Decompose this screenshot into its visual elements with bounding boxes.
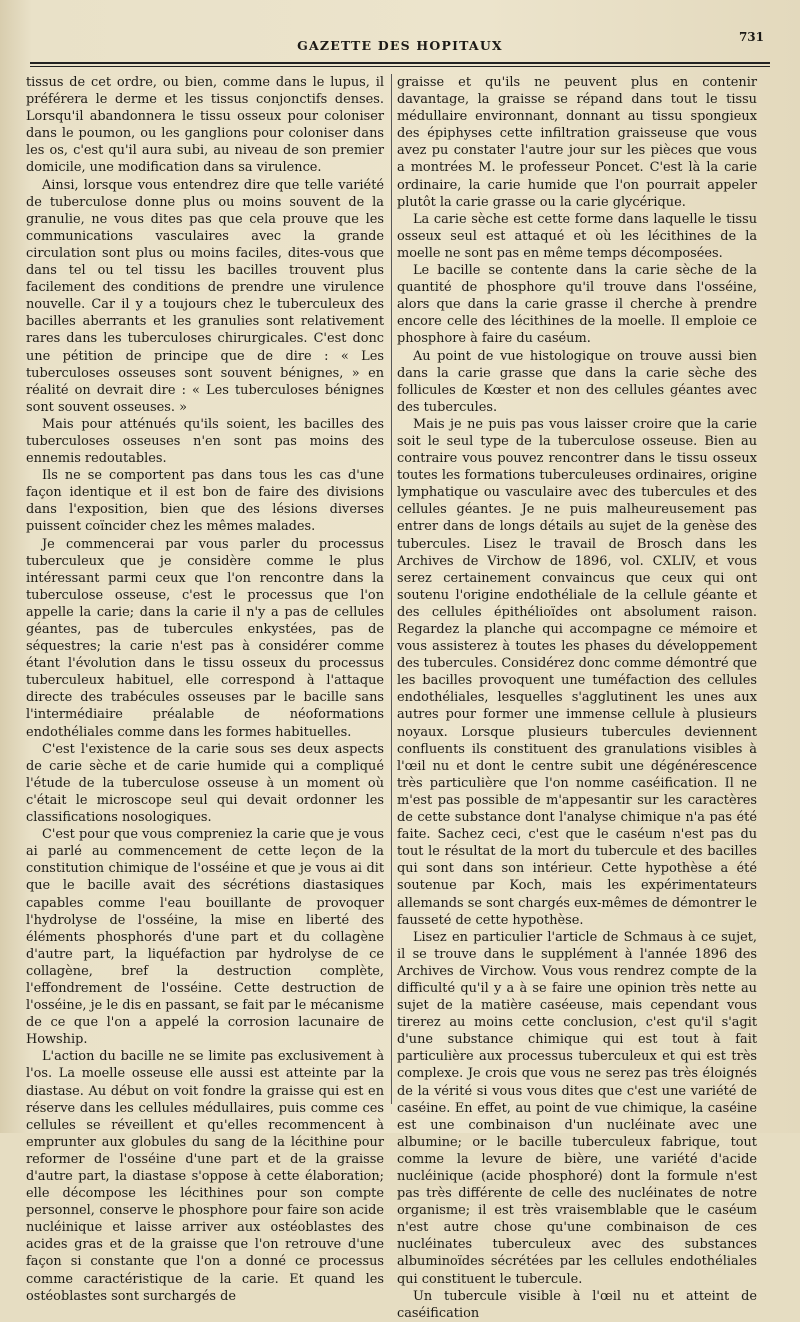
paragraph: Au point de vue histologique on trouve aussi bien dans la carie grasse que dans la carie sèche des follicules de Kœster et non des cellules géantes avec des tubercules. — [397, 348, 757, 415]
paragraph: Mais je ne puis pas vous laisser croire que la carie soit le seul type de la tuberculose osseuse. Bien au contraire vous pouvez rencontrer dans le tissu osseux toutes les formations tuberculeuses ordinaires, origine lymphatique ou vasculaire avec des tubercules et des cellules géantes. Je ne puis malheureusement pas entrer dans de longs détails au sujet de la genèse des tubercules. Lisez le travail de Brosch dans les Archives de Virchow de 1896, vol. CXLIV, et vous serez certainement convaincus que ceux qui ont soutenu l'origine endothéliale de la cellule géante et des cellules épithélioïdes ont absolument raison. Regardez la planche qui accompagne ce mémoire et vous assisterez à toutes les phases du développement des tubercules. Considérez donc comme démontré que les bacilles provoquent une tuméfaction des cellules endothéliales, lesquelles s'agglutinent les unes aux autres pour former une immense cellule à plusieurs noyaux. Lorsque plusieurs tubercules deviennent confluents ils constituent des granulations visibles à l'œil nu et dont le centre subit une dégénérescence très particulière que l'on nomme caséification. Il ne m'est pas possible de m'appesantir sur les caractères de cette substance dont l'analyse chimique n'a pas été faite. Sachez ceci, c'est que le caséum n'est pas du tout le résultat de la mort du tubercule et des bacilles qui sont dans son intérieur. Cette hypothèse a été soutenue par Koch, mais les expérimentateurs allemands se sont chargés eux-mêmes de démontrer le fausseté de cette hypothèse. — [397, 416, 757, 928]
paragraph: Mais pour atténués qu'ils soient, les bacilles des tuberculoses osseuses n'en sont pas moins des ennemis redoutables. — [26, 416, 384, 467]
paragraph: graisse et qu'ils ne peuvent plus en contenir davantage, la graisse se répand dans tout le tissu médullaire environnant, donnant au tissu spongieux des épiphyses cette infiltration graisseuse que vous avez pu constater l'autre jour sur les pièces que vous a montrées M. le professeur Poncet. C'est là la carie ordinaire, la carie humide que l'on pourrait appeler plutôt la carie grasse ou la carie glycérique. — [397, 75, 757, 210]
paragraph: C'est pour que vous compreniez la carie que je vous ai parlé au commencement de cette leçon de la constitution chimique de l'osséine et que je vous ai dit que le bacille avait des sécrétions diastasiques capables comme l'eau bouillante de provoquer l'hydrolyse de l'osséine, la mise en liberté des éléments phosphorés d'une part et du collagène d'autre part, la liquéfaction par hydrolyse de ce collagène, bref la destruction complète, l'effondrement de l'osséine. Cette destruction de l'osséine, je le dis en passant, se fait par le mécanisme de ce que l'on a appelé la corrosion lacunaire de Howship. — [26, 827, 384, 1048]
page-number: 731 — [738, 30, 764, 44]
header-rule-thin — [30, 66, 770, 67]
paragraph: Le bacille se contente dans la carie sèche de la quantité de phosphore qu'il trouve dans l'osséine, alors que dans la carie grasse il cherche à prendre encore celle des lécithines de la moelle. Il emploie ce phosphore à faire du caséum. — [397, 263, 757, 347]
paragraph: Lisez en particulier l'article de Schmaus à ce sujet, il se trouve dans le supplément à l'année 1896 des Archives de Virchow. Vous vous rendrez compte de la difficulté qu'il y a à se faire une opinion très nette au sujet de la matière caséeuse, mais cependant vous tirerez au moins cette conclusion, c'est qu'il s'agit d'une substance chimique qui est tout à fait particulière aux processus tuberculeux et qui est très complexe. Je crois que vous ne serez pas très éloignés de la vérité si vous vous dites que c'est une variété de caséine. En effet, au point de vue chimique, la caséine est une combinaison d'un nucléinate avec une albumine; or le bacille tuberculeux fabrique, tout comme la levure de bière, une variété d'acide nucléinique (acide phosphoré) dont la formule n'est pas très différente de celle des nucléinates de notre organisme; il est très vraisemblable que le caséum n'est autre chose qu'une combinaison de ces nucléinates tuberculeux avec des substances albuminoïdes sécrétées par les cellules endothéliales qui constituent le tubercule. — [397, 929, 757, 1287]
header-rule-thick — [30, 62, 770, 64]
paragraph: Je commencerai par vous parler du processus tuberculeux que je considère comme le plus intéressant parmi ceux que l'on rencontre dans la tuberculose osseuse, c'est le processus que l'on appelle la carie; dans la carie il n'y a pas de cellules géantes, pas de tubercules enkystées, pas de séquestres; la carie n'est pas à considérer comme étant l'évolution dans le tissu osseux du processus tuberculeux habituel, elle correspond à l'attaque directe des trabécules osseuses par le bacille sans l'intermédiaire préalable de néoformations endothéliales comme dans les formes habituelles. — [26, 536, 384, 740]
paragraph: Un tubercule visible à l'œil nu et atteint de caséification — [397, 1288, 757, 1321]
page-header — [30, 30, 770, 58]
paragraph: L'action du bacille ne se limite pas exclusivement à l'os. La moelle osseuse elle aussi est atteinte par la diastase. Au début on voit fondre la graisse qui est en réserve dans les cellules médullaires, puis comme ces cellules se réveillent et qu'elles recommencent à emprunter aux globules du sang de la lécithine pour reformer de l'osséine d'une part et de la graisse d'autre part, la diastase s'oppose à cette élaboration; elle décompose les lécithines pour son compte personnel, conserve le phosphore pour faire son acide nucléinique et laisse arriver aux ostéoblastes des acides gras et de la graisse que l'on retrouve d'une façon si constante que l'on a donné ce processus comme caractéristique de la carie. Et quand les ostéoblastes sont surchargés de — [26, 1049, 384, 1304]
paragraph: Ils ne se comportent pas dans tous les cas d'une façon identique et il est bon de faire des divisions dans l'exposition, bien que des lésions diverses puissent coïncider chez les mêmes malades. — [26, 468, 384, 535]
column-divider — [391, 74, 392, 1104]
paragraph: Ainsi, lorsque vous entendrez dire que telle variété de tuberculose donne plus ou moins souvent de la granulie, ne vous dites pas que cela prouve que les communications vasculaires avec la grande circulation sont plus ou moins faciles, dites-vous que dans tel ou tel tissu les bacilles trouvent plus facilement des conditions de prendre une virulence nouvelle. Car il y a toujours chez le tuberculeux des bacilles aberrants et les granulies sont relativement rares dans les tuberculoses chirurgicales. C'est donc une pétition de principe que de dire : « Les tuberculoses osseuses sont souvent bénignes, » en réalité on devrait dire : « Les tuberculoses bénignes sont souvent osseuses. » — [26, 177, 384, 415]
right-column — [397, 74, 757, 1322]
paragraph: C'est l'existence de la carie sous ses deux aspects de carie sèche et de carie humide qui a compliqué l'étude de la tuberculose osseuse à un moment où c'était le microscope seul qui devait ordonner les classifications nosologiques. — [26, 741, 384, 826]
left-column — [26, 74, 384, 1305]
paragraph: La carie sèche est cette forme dans laquelle le tissu osseux seul est attaqué et où les lécithines de la moelle ne sont pas en même temps décomposées. — [397, 211, 757, 261]
running-title: GAZETTE DES HOPITAUX — [297, 38, 503, 53]
paragraph: tissus de cet ordre, ou bien, comme dans le lupus, il préférera le derme et les tissus conjonctifs denses. Lorsqu'il abandonnera le tissu osseux pour coloniser dans le poumon, ou les ganglions pour coloniser dans les os, c'est qu'il aura subi, au niveau de son premier domicile, une modification dans sa virulence. — [26, 75, 384, 176]
